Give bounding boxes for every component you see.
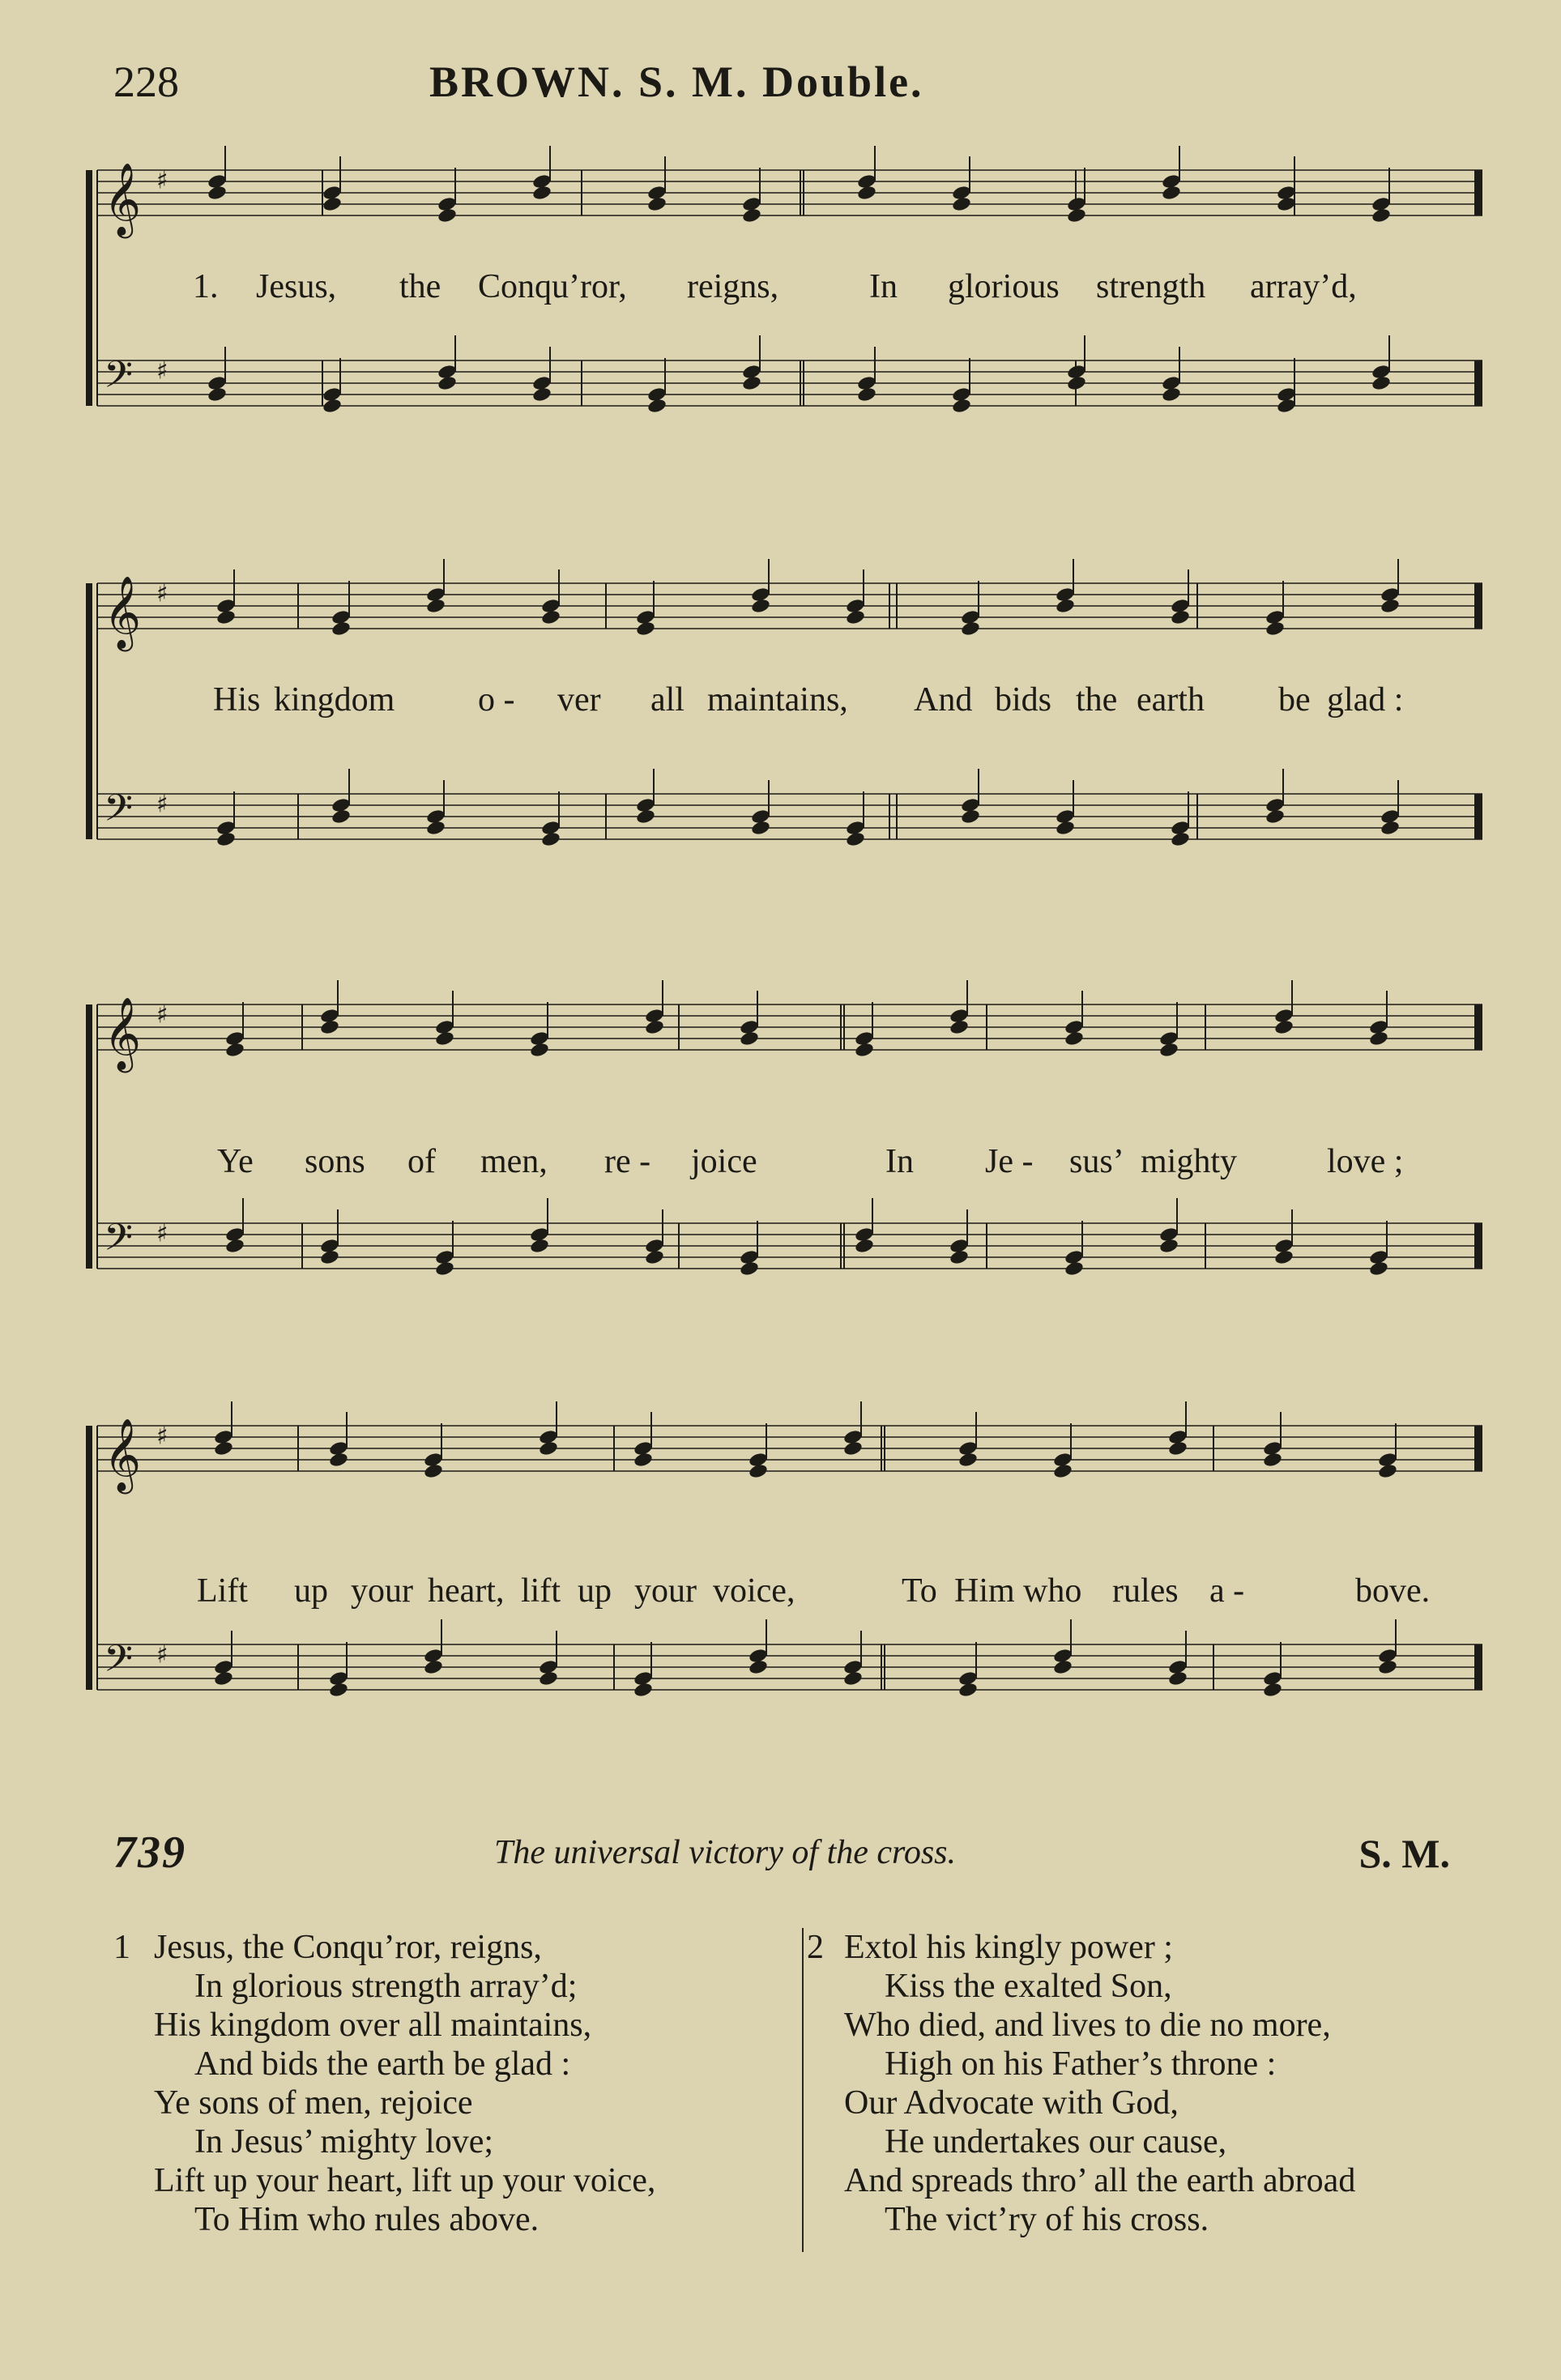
- lyric-syllable: joice: [691, 1143, 757, 1180]
- verse-line: And spreads thro’ all the earth abroad: [844, 2162, 1356, 2199]
- notehead: [1377, 1463, 1397, 1480]
- notehead: [425, 598, 446, 615]
- notehead: [1262, 1452, 1282, 1469]
- notehead: [1170, 609, 1190, 626]
- tune-title: BROWN. S. M. Double.: [429, 58, 924, 106]
- music-system-4: [79, 1401, 1482, 1742]
- stanza-number: 1: [113, 1929, 130, 1966]
- lyric-syllable: love ;: [1327, 1143, 1404, 1180]
- verse-line: His kingdom over all maintains,: [154, 2007, 592, 2044]
- lyric-syllable: Lift: [197, 1572, 248, 1610]
- notehead: [538, 1440, 558, 1457]
- sharp-icon: ♯: [156, 356, 168, 386]
- notehead: [1052, 1463, 1073, 1480]
- lyric-syllable: His: [213, 681, 261, 719]
- verse-line: In glorious strength array’d;: [194, 1968, 578, 2005]
- hymn-subtitle: The universal victory of the cross.: [494, 1834, 957, 1871]
- treble-clef-icon: 𝄞: [104, 997, 142, 1070]
- notehead: [957, 1452, 978, 1469]
- lyric-syllable: voice,: [713, 1572, 795, 1610]
- lyric-syllable: heart,: [428, 1572, 505, 1610]
- verse-line: Kiss the exalted Son,: [885, 1968, 1172, 2005]
- notehead: [1371, 207, 1391, 224]
- notehead: [224, 1042, 245, 1059]
- notehead: [423, 1463, 443, 1480]
- lyric-syllable: your: [634, 1572, 697, 1610]
- verse-line: He undertakes our cause,: [885, 2123, 1227, 2160]
- lyric-syllable: of: [407, 1143, 436, 1180]
- verse-line: [113, 1928, 794, 1967]
- lyric-syllable: all: [650, 681, 685, 719]
- notehead: [1167, 1440, 1188, 1457]
- stanza-1: [113, 1928, 794, 2239]
- notehead: [215, 609, 236, 626]
- notehead: [434, 1030, 454, 1047]
- lyric-syllable: In: [869, 268, 898, 305]
- notehead: [949, 1019, 969, 1036]
- hymn-verses: [113, 1928, 1491, 2268]
- notehead: [842, 1440, 863, 1457]
- notehead: [213, 1440, 233, 1457]
- notehead: [1064, 1030, 1084, 1047]
- notehead: [1161, 185, 1181, 202]
- notehead: [741, 207, 761, 224]
- lyric-syllable: the: [399, 268, 441, 305]
- lyric-syllable: kingdom: [274, 681, 395, 719]
- verse-line: Ye sons of men, rejoice: [154, 2084, 473, 2122]
- lyric-syllable: Je -: [985, 1143, 1034, 1180]
- verse-line: And bids the earth be glad :: [194, 2045, 571, 2083]
- bass-clef-icon: 𝄢: [104, 1216, 134, 1269]
- lyric-syllable: And: [914, 681, 973, 719]
- lyric-syllable: array’d,: [1250, 268, 1357, 305]
- notehead: [322, 196, 342, 213]
- verse-line: Who died, and lives to die no more,: [844, 2007, 1331, 2044]
- notehead: [207, 185, 227, 202]
- page-header: [113, 57, 1474, 122]
- notehead: [739, 1030, 759, 1047]
- lyric-syllable: mighty: [1141, 1143, 1238, 1180]
- verse-line: The vict’ry of his cross.: [885, 2201, 1209, 2238]
- bass-clef-icon: 𝄢: [104, 787, 134, 839]
- lyric-syllable: bids: [995, 681, 1052, 719]
- treble-clef-icon: 𝄞: [104, 1418, 142, 1491]
- lyric-syllable: sus’: [1069, 1143, 1124, 1180]
- sharp-icon: ♯: [156, 1219, 168, 1248]
- lyric-syllable: re -: [604, 1143, 651, 1180]
- lyric-syllable: men,: [480, 1143, 548, 1180]
- sharp-icon: ♯: [156, 1640, 168, 1670]
- lyric-syllable: To: [902, 1572, 937, 1610]
- hymn-meter: S. M.: [1358, 1831, 1450, 1876]
- lyric-syllable: 1.: [193, 268, 219, 305]
- notehead: [1380, 598, 1400, 615]
- lyric-syllable: ver: [557, 681, 601, 719]
- lyric-syllable: Jesus,: [256, 268, 337, 305]
- lyric-syllable: your: [351, 1572, 413, 1610]
- sharp-icon: ♯: [156, 579, 168, 608]
- notehead: [1158, 1042, 1179, 1059]
- notehead: [1368, 1030, 1388, 1047]
- hymn-number: 739: [113, 1828, 186, 1878]
- notehead: [748, 1463, 768, 1480]
- notehead: [531, 185, 552, 202]
- notehead: [529, 1042, 549, 1059]
- lyric-syllable: In: [885, 1143, 914, 1180]
- bass-clef-icon: 𝄢: [104, 1637, 134, 1690]
- notehead: [856, 185, 876, 202]
- notehead: [1265, 621, 1285, 638]
- lyric-syllable: be: [1278, 681, 1311, 719]
- lyric-syllable: Ye: [217, 1143, 254, 1180]
- lyric-syllable: glad :: [1327, 681, 1404, 719]
- notehead: [331, 621, 351, 638]
- verse-text: Extol his kingly power ;: [844, 1929, 1173, 1966]
- notehead: [1055, 598, 1075, 615]
- notehead: [845, 609, 865, 626]
- verse-line: High on his Father’s throne :: [885, 2045, 1277, 2083]
- lyric-syllable: a -: [1209, 1572, 1245, 1610]
- verse-line: Our Advocate with God,: [844, 2084, 1179, 2122]
- verse-line: [804, 1928, 1492, 1967]
- lyric-syllable: up: [294, 1572, 328, 1610]
- lyric-syllable: the: [1076, 681, 1118, 719]
- lyric-syllable: Him: [954, 1572, 1015, 1610]
- music-system-2: [79, 559, 1482, 899]
- music-system-3: [79, 980, 1482, 1320]
- lyric-syllable: bove.: [1355, 1572, 1431, 1610]
- music-system-1: [79, 146, 1482, 486]
- verse-text: Jesus, the Conqu’ror, reigns,: [154, 1929, 542, 1966]
- notehead: [633, 1452, 653, 1469]
- sharp-icon: ♯: [156, 166, 168, 195]
- verse-line: Lift up your heart, lift up your voice,: [154, 2162, 656, 2199]
- verse-line: In Jesus’ mighty love;: [194, 2123, 494, 2160]
- lyric-syllable: o -: [478, 681, 515, 719]
- lyric-syllable: lift: [521, 1572, 561, 1610]
- notehead: [328, 1452, 348, 1469]
- notehead: [646, 196, 667, 213]
- lyric-syllable: glorious: [948, 268, 1060, 305]
- stanza-2: [802, 1928, 1492, 2252]
- notehead: [1273, 1019, 1294, 1036]
- treble-clef-icon: 𝄞: [104, 163, 142, 236]
- notehead: [437, 207, 457, 224]
- notehead: [319, 1019, 339, 1036]
- sharp-icon: ♯: [156, 1422, 168, 1451]
- notehead: [1276, 196, 1296, 213]
- lyric-syllable: maintains,: [707, 681, 848, 719]
- notehead: [540, 609, 561, 626]
- stanza-number: 2: [807, 1929, 824, 1966]
- lyric-syllable: reigns,: [687, 268, 779, 305]
- lyric-syllable: rules: [1112, 1572, 1179, 1610]
- verse-line: To Him who rules above.: [194, 2201, 540, 2238]
- notehead: [960, 621, 980, 638]
- notehead: [635, 621, 655, 638]
- notehead: [951, 196, 971, 213]
- page-number: 228: [113, 58, 179, 106]
- hymn-heading: [113, 1827, 1450, 1883]
- bass-clef-icon: 𝄢: [104, 353, 134, 406]
- notehead: [854, 1042, 874, 1059]
- lyric-syllable: up: [578, 1572, 612, 1610]
- lyric-syllable: sons: [305, 1143, 365, 1180]
- notehead: [1066, 207, 1086, 224]
- lyric-syllable: strength: [1096, 268, 1206, 305]
- lyric-syllable: earth: [1137, 681, 1205, 719]
- sharp-icon: ♯: [156, 790, 168, 819]
- treble-clef-icon: 𝄞: [104, 576, 142, 649]
- lyric-syllable: who: [1023, 1572, 1082, 1610]
- lyric-syllable: Conqu’ror,: [478, 268, 627, 305]
- notehead: [750, 598, 770, 615]
- notehead: [644, 1019, 664, 1036]
- sharp-icon: ♯: [156, 1000, 168, 1030]
